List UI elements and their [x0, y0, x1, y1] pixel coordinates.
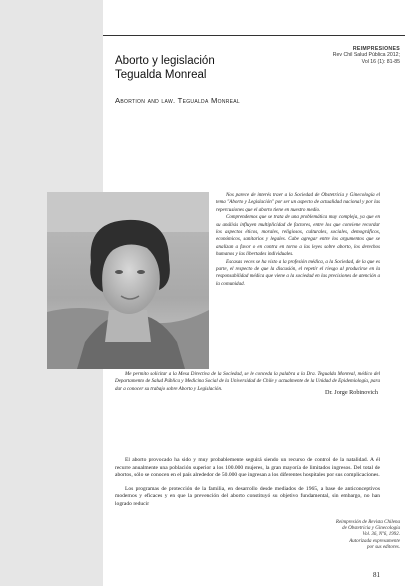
author-line: Tegualda Monreal	[115, 69, 207, 81]
footnote-line: por sus editores.	[366, 544, 400, 550]
body-paragraph: Los programas de protección de la familia, en desarrollo desde mediados de 1965, a base de anticonceptivos modernos y eficaces y en que la prevención del aborto constituyó su objetivo fundamental, sin embargo, no han logrado reducir	[115, 485, 380, 507]
footnote-line: Autorizada expresamente	[349, 538, 400, 544]
intro-closing-paragraph: Me permito solicitar a la Mesa Directiva de la Sociedad, se le conceda la palabra a la Dra. Tegualda Monreal, médico del Departamento de Salud Pública y Medicina Social de la Universidad de Chile y actualmente de la Unidad de Epidemiología, para dar a conocer su trabajo sobre Aborto y Legislación.	[115, 371, 380, 392]
author-photo	[47, 192, 209, 369]
footnote-line: Reimpresión de Revista Chilena	[335, 520, 400, 525]
header-rule	[103, 35, 405, 36]
citation-line: Vol 16 (1): 81-85	[361, 58, 400, 65]
intro-paragraph: Escasas veces se ha visto a la profesión médica, a la Sociedad, de la que es parte, el respecto de que la discusión, el repetir el riesgo al producirse en la responsabilidad médica que viene a la sociedad en las precisiones de atención a la comunidad.	[216, 258, 380, 287]
article-subtitle: Abortion and law. Tegualda Monreal	[115, 96, 240, 105]
page-number: 81	[373, 571, 380, 579]
footnote-line: Vol. 36, Nº6, 1992.	[362, 532, 400, 538]
intro-paragraph: Nos parece de interés traer a la Sociedad de Obstetricia y Ginecología el tema "Aborto y Legislación" por ser un aspecto de actualidad nacional y por las repercusiones que el aborto tiene en nuestro medio.	[216, 192, 380, 213]
reprint-label: REIMPRESIONES	[352, 46, 400, 52]
signature: Dr. Jorge Robinovich	[325, 389, 378, 396]
article-title	[115, 54, 375, 82]
footnote-line: de Obstetricia y Ginecología	[342, 526, 400, 532]
body-paragraph: El aborto provocado ha sido y muy probablemente seguirá siendo un recurso de control de la natalidad. A él recurre anualmente una población superior a los 100.000 mujeres, la gran mayoría de limitados ingresos. Del total de abortos, sólo se conocen en el país alrededor de 50.000 que ingresan a los diferentes hospitales por sus complicaciones.	[115, 457, 380, 479]
intro-paragraph: Comprendemos que se trata de una problemática muy compleja, ya que en su análisis influyen multiplicidad de factores, entre los que conviene recordar los aspectos éticos, morales, religiosos, culturales, sociales, demográficos, económicos, sanitarios y legales. Cabe agregar entre los argumentos que se analizan a favor o en contra en torno a las leyes sobre aborto, los derechos humanos y las libertades individuales.	[216, 214, 380, 258]
citation-line: Rev Chil Salud Pública 2012;	[332, 52, 400, 59]
article-body	[115, 457, 380, 515]
reprint-footnote	[302, 520, 400, 551]
introduction-text	[216, 192, 380, 288]
title-line: Aborto y legislación	[115, 55, 215, 67]
